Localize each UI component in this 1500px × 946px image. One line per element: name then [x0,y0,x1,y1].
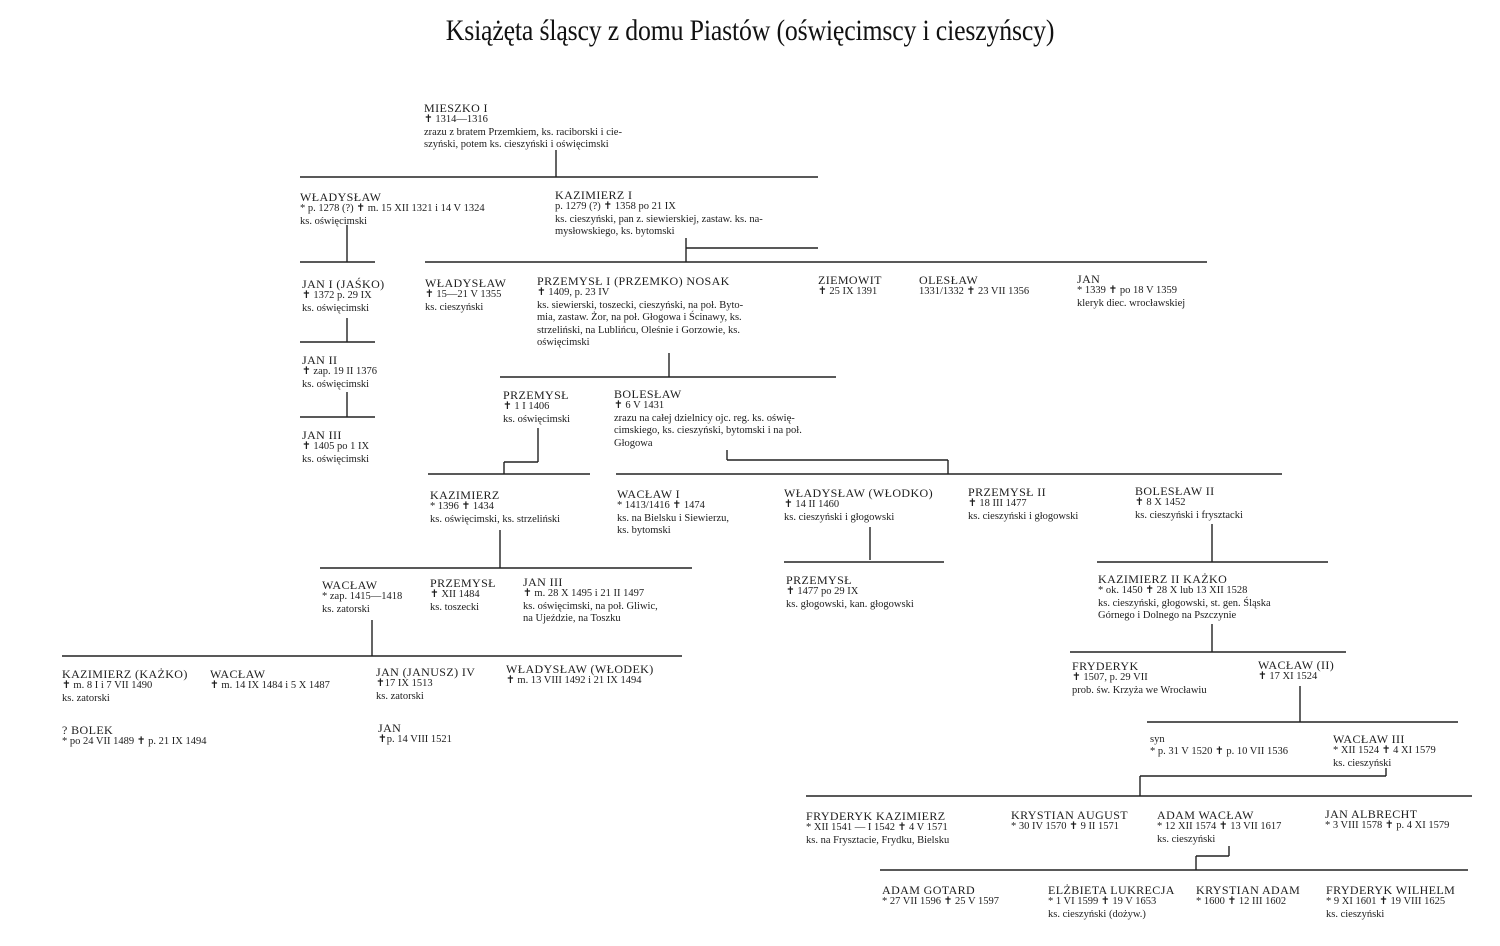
person-name: JAN I (JAŚKO) [302,277,385,291]
person-name: KAZIMIERZ (KAŻKO) [62,667,188,681]
person-jan-ii [302,354,377,391]
person-detail-line: * 1396 ✝ 1434 [430,501,494,513]
person-detail-line: * 1600 ✝ 12 III 1602 [1196,896,1287,908]
person-wladyslaw-1324 [300,191,485,228]
person-detail-line: ks. cieszyński [1333,757,1392,769]
person-jan-iii-1405 [302,429,369,466]
person-detail-line: ks. oświęcimski [302,378,370,390]
person-detail-line: * 9 XI 1601 ✝ 19 VIII 1625 [1326,896,1446,908]
person-detail-line: ks. na Frysztacie, Frydku, Bielsku [806,834,950,846]
person-wladyslaw-1355 [425,277,506,314]
person-name: BOLESŁAW [614,387,682,401]
person-name: ZIEMOWIT [818,273,882,287]
person-name: KAZIMIERZ I [555,188,633,202]
person-krystian-adam [1196,884,1300,909]
person-detail-line: * 1413/1416 ✝ 1474 [617,500,705,512]
person-kazimierz-1434 [430,489,560,526]
person-detail-line: ks. toszecki [430,601,479,613]
person-kazimierz-i [555,189,763,239]
person-detail-line: ks. głogowski, kan. głogowski [786,598,914,610]
person-name: WŁADYSŁAW [300,190,382,204]
person-detail-line: * p. 1278 (?) ✝ m. 15 XII 1321 i 14 V 1324 [300,203,485,215]
person-detail-line: ✝ 1 I 1406 [503,401,550,413]
person-kazimierz-ii-kazko [1098,573,1271,623]
person-detail-line: oświęcimski [537,337,590,349]
person-name: WACŁAW (II) [1258,658,1335,672]
person-detail-line: ✝ 18 III 1477 [968,498,1027,510]
person-detail-line: ✝ m. 13 VIII 1492 i 21 IX 1494 [506,675,642,687]
person-detail-line: mia, zastaw. Żor, na poł. Głogowa i Ścinawy, ks. [537,312,742,324]
person-name: KRYSTIAN AUGUST [1011,808,1129,822]
person-detail-line: * 30 IV 1570 ✝ 9 II 1571 [1011,821,1120,833]
person-detail-line: Głogowa [614,437,653,449]
person-jan-kleryk [1077,273,1185,310]
person-name: WŁADYSŁAW (WŁODKO) [784,486,933,500]
person-name: ADAM GOTARD [882,883,976,897]
person-detail-line: ks. cieszyński i głogowski [968,510,1079,522]
person-detail-line: ks. cieszyński, głogowski, st. gen. Śląska [1098,597,1271,609]
person-name: KRYSTIAN ADAM [1196,883,1301,897]
person-jan-i-jasko [302,278,385,315]
person-detail-line: ✝ 6 V 1431 [614,400,665,412]
person-waclaw-ii [1258,659,1334,684]
person-syn [1150,734,1288,759]
person-detail-line: mysłowskiego, ks. bytomski [555,226,675,238]
person-detail-line: ✝ 1372 p. 29 IX [302,290,372,302]
person-detail-line: ks. na Bielsku i Siewierzu, [617,512,729,524]
person-detail-line: ✝ 14 II 1460 [784,499,840,511]
person-kazimierz-kazko [62,668,188,705]
person-wladyslaw-wlodek [506,663,654,688]
person-fryderyk [1072,660,1207,697]
person-detail-line: ks. zatorski [62,692,110,704]
person-elzbieta-lukrecja [1048,884,1175,921]
person-detail-line: ✝ m. 28 X 1495 i 21 II 1497 [523,588,645,600]
person-jan-1521 [378,722,452,747]
person-detail-line: ✝ 1409, p. 23 IV [537,287,610,299]
person-detail-line: * zap. 1415—1418 [322,591,403,603]
person-bolek [62,724,207,749]
person-name: WŁADYSŁAW [425,276,507,290]
person-name: PRZEMYSŁ [503,388,569,402]
person-detail-line: szyński, potem ks. cieszyński i oświęcimski [424,139,609,151]
person-detail-line: ks. oświęcimski [503,413,571,425]
person-name: JAN (JANUSZ) IV [376,665,476,679]
person-detail-line: syn [1150,734,1165,745]
person-detail-line: zrazu z bratem Przemkiem, ks. raciborski i cie- [424,126,622,138]
person-name: WACŁAW III [1333,732,1405,746]
person-detail-line: * 3 VIII 1578 ✝ p. 4 XI 1579 [1325,820,1450,832]
person-detail-line: ✝ 1477 po 29 IX [786,586,859,598]
person-przemysl-ii [968,486,1078,523]
person-detail-line: * 12 XII 1574 ✝ 13 VII 1617 [1157,821,1282,833]
person-name: WŁADYSŁAW (WŁODEK) [506,662,654,676]
person-oleslaw [919,274,1029,299]
person-detail-line: ks. oświęcimski, ks. strzeliński [430,513,561,525]
person-name: KAZIMIERZ [430,488,500,502]
person-wladyslaw-wlodko [784,487,933,524]
person-detail-line: * ok. 1450 ✝ 28 X lub 13 XII 1528 [1098,585,1248,597]
person-detail-line: ks. oświęcimski, na poł. Gliwic, [523,600,658,612]
person-name: ? BOLEK [62,723,114,737]
person-przemysl-1406 [503,389,570,426]
person-detail-line: ks. cieszyński (dożyw.) [1048,908,1146,920]
person-jan-albrecht [1325,808,1449,833]
person-detail-line: Górnego i Dolnego na Pszczynie [1098,610,1237,622]
person-name: FRYDERYK [1072,659,1139,673]
person-name: ELŻBIETA LUKRECJA [1048,883,1175,897]
person-detail-line: ✝ 25 IX 1391 [818,286,878,298]
person-detail-line: kleryk diec. wrocławskiej [1077,297,1186,309]
person-name: PRZEMYSŁ [430,576,496,590]
person-name: WACŁAW [210,667,266,681]
person-ziemowit [818,274,882,299]
person-mieszko-i [424,102,622,152]
person-jan-janusz-iv [376,666,475,703]
person-detail-line: ks. oświęcimski [300,215,368,227]
person-detail-line: 1331/1332 ✝ 23 VII 1356 [919,286,1030,298]
person-name: KAZIMIERZ II KAŻKO [1098,572,1228,586]
person-detail-line: ks. oświęcimski [302,453,370,465]
person-name: WACŁAW I [617,487,681,501]
person-detail-line: p. 1279 (?) ✝ 1358 po 21 IX [555,201,676,213]
person-detail-line: ✝ 1405 po 1 IX [302,441,370,453]
person-name: JAN III [302,428,342,442]
person-detail-line: ks. cieszyński [425,301,484,313]
person-name: PRZEMYSŁ [786,573,852,587]
person-detail-line: * 1339 ✝ po 18 V 1359 [1077,285,1178,297]
person-detail-line: * p. 31 V 1520 ✝ p. 10 VII 1536 [1150,746,1289,758]
person-detail-line: ✝ 1314—1316 [424,114,488,126]
person-name: JAN II [302,353,338,367]
person-detail-line: ks. bytomski [617,525,671,537]
person-detail-line: ks. oświęcimski [302,302,370,314]
person-detail-line: ks. cieszyński [1157,833,1216,845]
person-adam-waclaw [1157,809,1281,846]
person-waclaw-i [617,488,729,538]
person-name: FRYDERYK KAZIMIERZ [806,809,946,823]
person-waclaw-1487 [210,668,330,693]
person-detail-line: cimskiego, ks. cieszyński, bytomski i na poł. [614,425,802,437]
person-przemysl-i-nosak [537,275,743,349]
person-jan-iii-1497 [523,576,658,626]
person-name: OLESŁAW [919,273,979,287]
person-name: ADAM WACŁAW [1157,808,1254,822]
person-przemysl-toszecki [430,577,496,614]
person-detail-line: ✝ XII 1484 [430,589,480,601]
person-detail-line: * 27 VII 1596 ✝ 25 V 1597 [882,896,1000,908]
person-detail-line: na Ujeździe, na Toszku [523,613,621,625]
person-name: JAN [378,721,402,735]
person-detail-line: ✝ 15—21 V 1355 [425,289,502,301]
person-detail-line: * XII 1541 — I 1542 ✝ 4 V 1571 [806,822,948,834]
person-name: FRYDERYK WILHELM [1326,883,1456,897]
person-detail-line: * po 24 VII 1489 ✝ p. 21 IX 1494 [62,736,207,748]
person-detail-line: ks. siewierski, toszecki, cieszyński, na poł. Byto- [537,299,744,311]
person-boleslaw-1431 [614,388,802,450]
person-detail-line: * XII 1524 ✝ 4 XI 1579 [1333,745,1436,757]
person-detail-line: ✝ zap. 19 II 1376 [302,366,377,378]
person-name: PRZEMYSŁ II [968,485,1047,499]
person-detail-line: strzeliński, na Lublińcu, Oleśnie i Gorzowie, ks. [537,324,740,336]
person-detail-line: ✝p. 14 VIII 1521 [378,734,452,746]
person-detail-line: ks. cieszyński [1326,908,1385,920]
person-name: JAN III [523,575,563,589]
person-name: JAN [1077,272,1101,286]
person-name: PRZEMYSŁ I (PRZEMKO) NOSAK [537,274,730,288]
person-name: WACŁAW [322,578,378,592]
person-boleslaw-ii [1135,485,1243,522]
person-detail-line: ✝ 17 XI 1524 [1258,671,1318,683]
person-detail-line: ✝ m. 14 IX 1484 i 5 X 1487 [210,680,330,692]
person-name: MIESZKO I [424,101,488,115]
person-detail-line: zrazu na całej dzielnicy ojc. reg. ks. oświę- [614,412,795,424]
person-waclaw-zatorski [322,579,402,616]
person-detail-line: ks. cieszyński i głogowski [784,511,895,523]
person-adam-gotard [882,884,999,909]
person-detail-line: ✝ m. 8 I i 7 VII 1490 [62,680,153,692]
person-detail-line: ks. cieszyński, pan z. siewierskiej, zastaw. ks. na- [555,213,763,225]
person-waclaw-iii [1333,733,1436,770]
person-detail-line: ✝ 8 X 1452 [1135,497,1186,509]
person-name: JAN ALBRECHT [1325,807,1418,821]
person-detail-line: prob. św. Krzyża we Wrocławiu [1072,684,1207,696]
person-detail-line: ks. cieszyński i frysztacki [1135,509,1243,521]
person-krystian-august [1011,809,1128,834]
person-detail-line: ks. zatorski [322,603,370,615]
page-title: Książęta śląscy z domu Piastów (oświęcimscy i cieszyńscy) [445,14,1055,47]
person-fryderyk-wilhelm [1326,884,1455,921]
person-fryderyk-kazimierz [806,810,949,847]
person-detail-line: ✝ 1507, p. 29 VII [1072,672,1148,684]
person-przemysl-glogowski [786,574,914,611]
person-detail-line: * 1 VI 1599 ✝ 19 V 1653 [1048,896,1157,908]
person-name: BOLESŁAW II [1135,484,1215,498]
person-detail-line: ✝17 IX 1513 [376,678,433,690]
person-detail-line: ks. zatorski [376,690,424,702]
